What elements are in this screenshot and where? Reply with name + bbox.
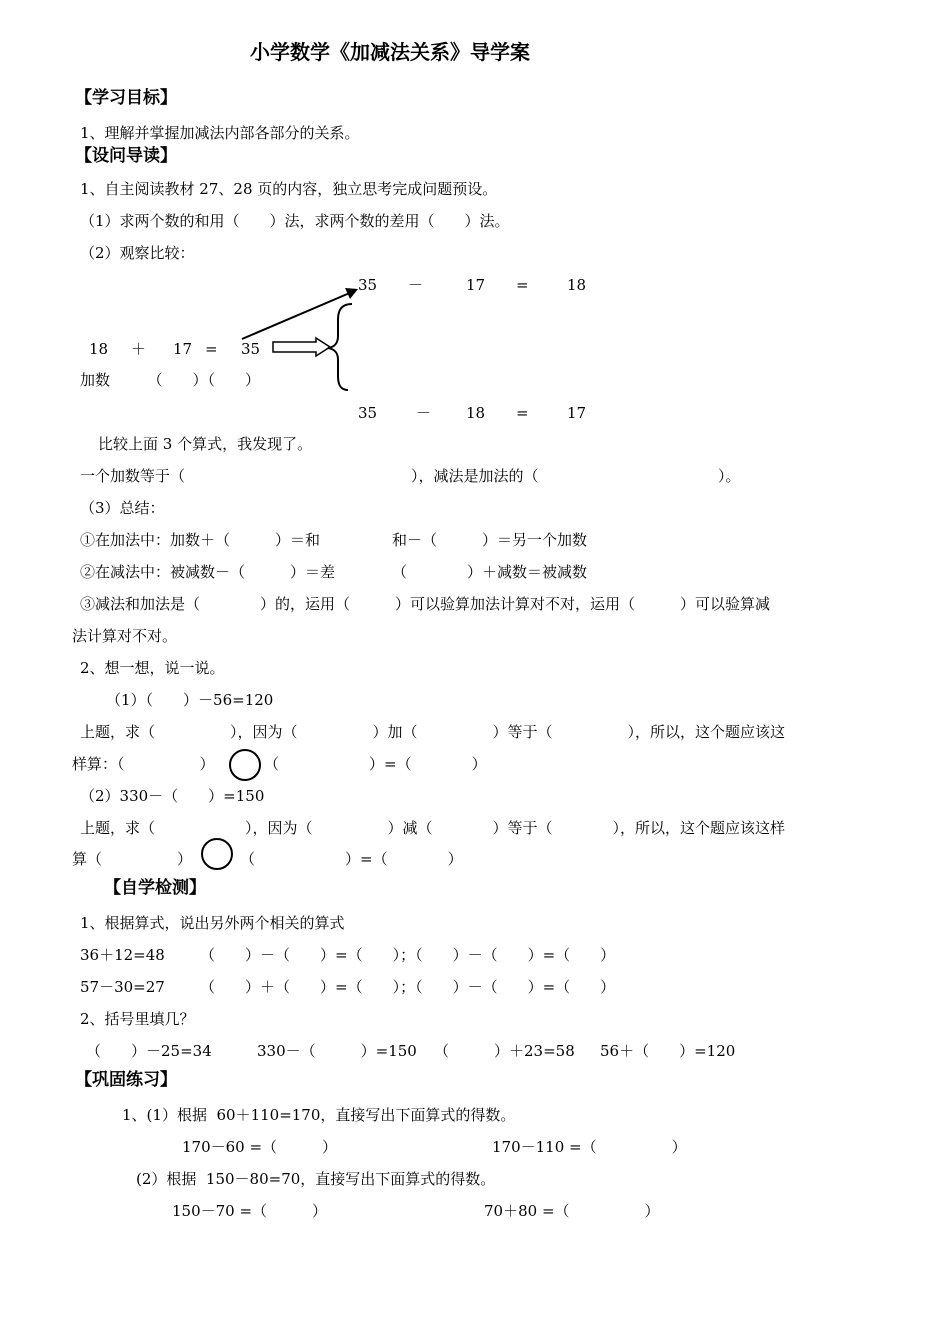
eq-mid-addend2: 17: [173, 340, 193, 358]
guide-line-7b: 和－（ ）＝另一个加数: [392, 531, 588, 549]
eq-top-minus: －: [408, 276, 424, 294]
guide-line-9: ③减法和加法是（ ）的，运用（ ）可以验算加法计算对不对，运用（ ）可以验算减: [80, 595, 771, 613]
hollow-arrow: [273, 338, 330, 356]
guide-line-17a: 算（ ）: [72, 850, 193, 868]
guide-line-16: 上题，求（ ），因为（ ）减（ ）等于（ ），所以，这个题应该这样: [80, 819, 786, 837]
eq-top-result: 18: [567, 276, 587, 294]
eq-top-equals: =: [516, 276, 529, 294]
eq-bot-subtrahend: 18: [466, 404, 486, 422]
check-line-1: 1、根据算式，说出另外两个相关的算式: [80, 914, 345, 932]
guide-line-3: （2）观察比较：: [80, 244, 195, 262]
operator-circle[interactable]: [201, 838, 233, 870]
guide-line-7a: ①在加法中：加数＋（ ）＝和: [80, 531, 321, 549]
eq-bot-minuend: 35: [358, 404, 378, 422]
guide-line-1: 1、自主阅读教材 27、28 页的内容，独立思考完成问题预设。: [80, 180, 498, 198]
check-row-2-eq: 57－30=27: [80, 978, 165, 996]
guide-line-8a: ②在减法中：被减数－（ ）＝差: [80, 563, 336, 581]
eq-mid-sum: 35: [241, 340, 261, 358]
fill-q3: （ ）＋23=58: [434, 1042, 575, 1060]
practice-eq-3: 150－70 =（ ）: [172, 1202, 328, 1220]
eq-mid-labels: 加数 （ ）（ ）: [80, 371, 261, 389]
eq-mid-plus: ＋: [131, 340, 147, 358]
section-heading-selfcheck: 【自学检测】: [104, 878, 206, 898]
eq-bot-result: 17: [567, 404, 587, 422]
eq-mid-equals: =: [205, 340, 218, 358]
guide-line-2: （1）求两个数的和用（ ）法，求两个数的差用（ ）法。: [80, 212, 510, 230]
guide-line-17b: （ ）=（ ）: [240, 850, 463, 868]
arrow-up-line: [242, 292, 352, 339]
guide-line-5c: ）。: [718, 467, 741, 485]
practice-eq-4: 70＋80 =（ ）: [484, 1202, 660, 1220]
section-heading-goals: 【学习目标】: [75, 88, 177, 108]
practice-line-1: 1、(1）根据 60＋110=170，直接写出下面算式的得数。: [122, 1106, 516, 1124]
guide-line-14a: 样算：（ ）: [72, 755, 215, 773]
eq-top-minuend: 35: [358, 276, 378, 294]
fill-q4: 56＋（ ）=120: [600, 1042, 736, 1060]
eq-bot-minus: －: [416, 404, 432, 422]
fill-q1: （ ）－25=34: [86, 1042, 212, 1060]
goal-line: 1、理解并掌握加减法内部各部分的关系。: [80, 124, 360, 142]
guide-line-4: 比较上面 3 个算式，我发现了。: [98, 435, 313, 453]
practice-eq-2: 170－110 =（ ）: [492, 1138, 687, 1156]
guide-line-10: 法计算对不对。: [72, 627, 178, 645]
practice-line-2: (2）根据 150－80=70，直接写出下面算式的得数。: [136, 1170, 496, 1188]
check-row-1-eq: 36＋12=48: [80, 946, 165, 964]
check-line-2: 2、括号里填几？: [80, 1010, 195, 1028]
operator-circle[interactable]: [229, 749, 261, 781]
guide-line-5b: ），减法是加法的（: [411, 467, 539, 485]
check-row-2-blanks: （ ）＋（ ）=（ ）；（ ）－（ ）=（ ）: [200, 978, 616, 996]
section-heading-practice: 【巩固练习】: [75, 1070, 177, 1090]
page-title: 小学数学《加减法关系》导学案: [250, 40, 530, 64]
guide-line-6: （3）总结：: [80, 499, 165, 517]
eq-top-subtrahend: 17: [466, 276, 486, 294]
check-row-1-blanks: （ ）－（ ）=（ ）；（ ）－（ ）=（ ）: [200, 946, 616, 964]
guide-line-8b: （ ）＋减数＝被减数: [392, 563, 588, 581]
guide-line-14b: （ ）=（ ）: [264, 755, 487, 773]
guide-line-5a: 一个加数等于（: [80, 467, 186, 485]
eq-bot-equals: =: [516, 404, 529, 422]
fill-q2: 330－（ ）=150: [257, 1042, 417, 1060]
guide-line-15: （2）330－（ ）=150: [80, 787, 265, 805]
guide-line-12: （1）（ ）－56=120: [106, 691, 274, 709]
practice-eq-1: 170－60 =（ ）: [182, 1138, 338, 1156]
eq-mid-addend1: 18: [89, 340, 109, 358]
guide-line-11: 2、想一想，说一说。: [80, 659, 225, 677]
section-heading-guide: 【设问导读】: [75, 146, 177, 166]
brace: [328, 304, 352, 390]
guide-line-13: 上题，求（ ），因为（ ）加（ ）等于（ ），所以，这个题应该这: [80, 723, 786, 741]
